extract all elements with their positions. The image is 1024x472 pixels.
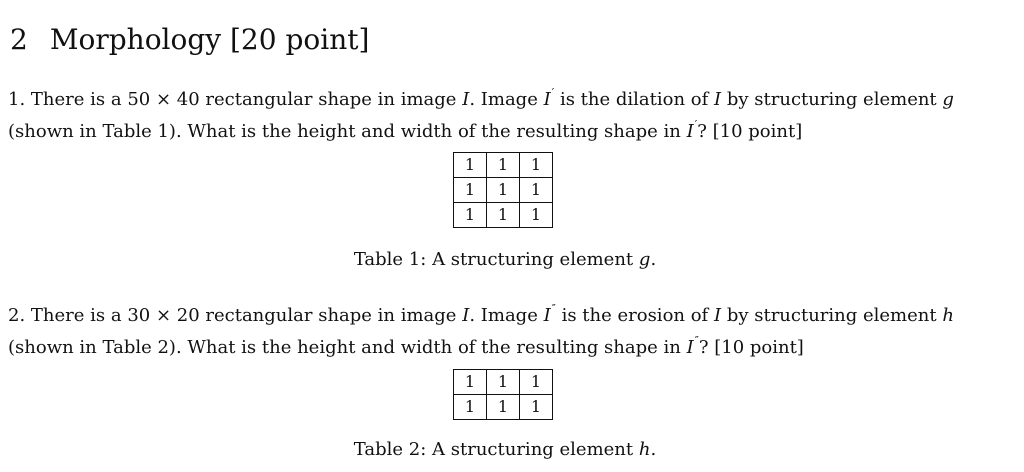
question-2-text: There is a 30 × 20 rectangular shape in image	[30, 305, 457, 326]
table-row	[454, 370, 553, 395]
table-cell: 1	[520, 178, 553, 203]
var-I: I	[462, 89, 470, 110]
var-I: I	[462, 305, 470, 326]
table-cell: 1	[487, 178, 520, 203]
var-I-double-prime: I	[686, 337, 694, 358]
structuring-element-h-table	[453, 369, 553, 420]
caption-period: .	[650, 439, 657, 460]
prime-mark: ′	[694, 118, 698, 131]
caption-text: A structuring element	[432, 439, 634, 460]
structuring-element-g-table	[453, 152, 553, 228]
question-2-number: 2.	[8, 305, 26, 326]
var-g: g	[638, 249, 651, 270]
double-prime-mark: ″	[551, 302, 556, 315]
var-h: h	[638, 439, 651, 460]
table-cell: 1	[520, 395, 553, 420]
caption-label: Table 1:	[353, 249, 427, 270]
table-cell: 1	[454, 395, 487, 420]
question-2-text: . Image	[469, 305, 538, 326]
var-I-double-prime: I	[543, 305, 551, 326]
question-2-text: by structuring element	[726, 305, 937, 326]
double-prime-mark: ″	[694, 334, 699, 347]
question-1-text: is the dilation of	[559, 89, 709, 110]
table-cell: 1	[520, 153, 553, 178]
table-row	[454, 178, 553, 203]
question-2-text: ? [10 point]	[698, 337, 804, 358]
table-cell: 1	[454, 370, 487, 395]
table-row	[454, 153, 553, 178]
var-I: I	[714, 89, 722, 110]
question-1-text: (shown in Table 1). What is the height and width of the resulting shape in	[8, 121, 681, 142]
table-row	[454, 395, 553, 420]
table-2-caption	[0, 438, 1010, 462]
caption-period: .	[650, 249, 657, 270]
table-cell: 1	[487, 153, 520, 178]
caption-label: Table 2:	[353, 439, 427, 460]
table-cell: 1	[487, 370, 520, 395]
section-heading	[10, 22, 369, 58]
question-2	[8, 296, 1006, 360]
table-cell: 1	[487, 395, 520, 420]
table-cell: 1	[454, 178, 487, 203]
table-cell: 1	[454, 153, 487, 178]
var-I-prime: I	[686, 121, 694, 142]
question-1-number: 1.	[8, 89, 26, 110]
table-cell: 1	[454, 203, 487, 228]
var-g: g	[942, 89, 954, 110]
question-2-text: (shown in Table 2). What is the height and width of the resulting shape in	[8, 337, 681, 358]
section-number: 2	[10, 23, 28, 56]
var-h: h	[942, 305, 954, 326]
question-1-text: by structuring element	[726, 89, 937, 110]
table-1-caption	[0, 248, 1010, 272]
question-1-text: There is a 50 × 40 rectangular shape in image	[30, 89, 457, 110]
table-cell: 1	[520, 203, 553, 228]
table-cell: 1	[520, 370, 553, 395]
prime-mark: ′	[551, 86, 555, 99]
question-2-text: is the erosion of	[561, 305, 709, 326]
question-1-text: . Image	[469, 89, 538, 110]
var-I: I	[713, 305, 722, 326]
question-1	[8, 80, 1006, 144]
var-I-prime: I	[543, 89, 551, 110]
section-title: Morphology [20 point]	[49, 23, 370, 56]
question-1-text: ? [10 point]	[697, 121, 803, 142]
caption-text: A structuring element	[432, 249, 634, 270]
table-cell: 1	[487, 203, 520, 228]
table-row	[454, 203, 553, 228]
